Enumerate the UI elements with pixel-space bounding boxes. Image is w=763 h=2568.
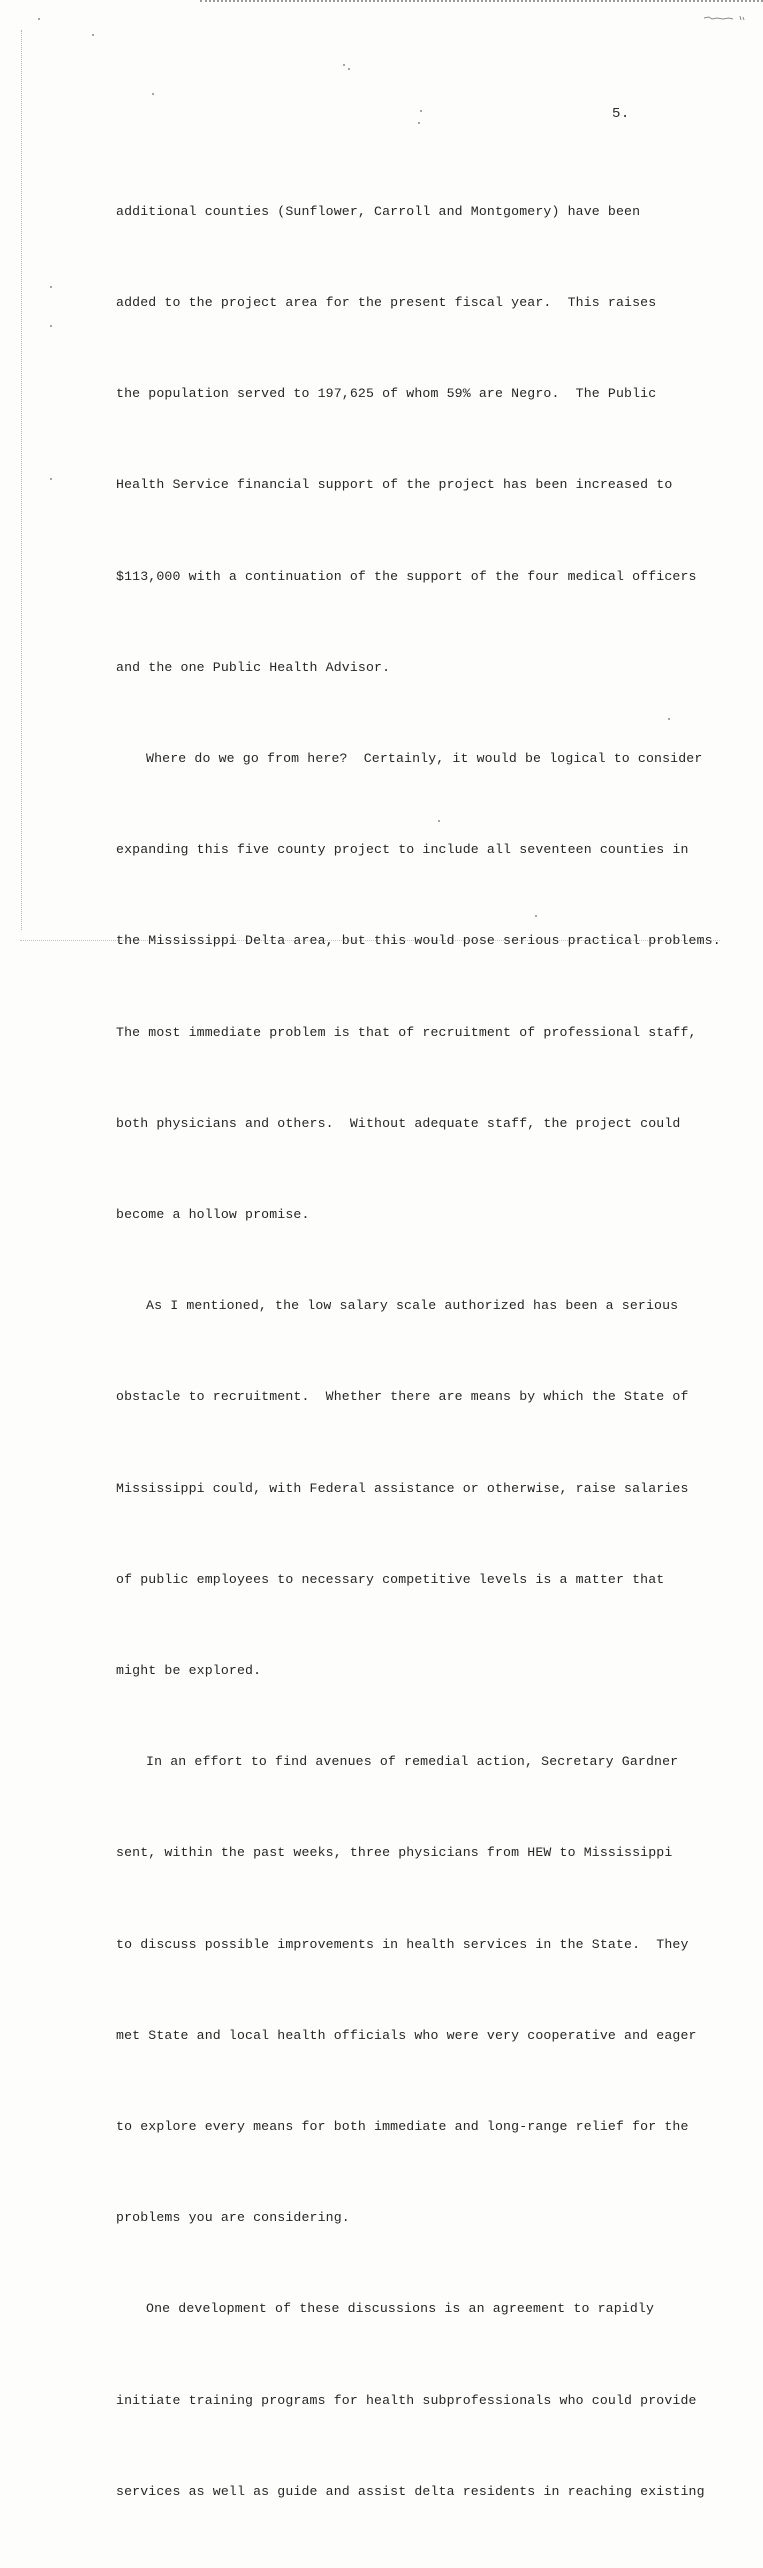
text-line: The most immediate problem is that of recruitment of professional staff, (116, 1024, 697, 1040)
text-line: to discuss possible improvements in health services in the State. They (116, 1936, 689, 1952)
text-line: become a hollow promise. (116, 1207, 310, 1223)
text-line: obstacle to recruitment. Whether there are means by which the State of (116, 1389, 689, 1405)
text-line: initiate training programs for health subprofessionals who could provide (116, 2392, 697, 2408)
text-line: Health Service financial support of the project has been increased to (116, 477, 673, 493)
scan-speck (50, 325, 52, 327)
text-line: problems you are considering. (116, 2210, 350, 2226)
scan-speck (152, 93, 154, 95)
text-line: and the one Public Health Advisor. (116, 659, 391, 675)
text-line: the population served to 197,625 of whom 59% are Negro. The Public (116, 386, 657, 402)
text-line: of public employees to necessary competitive levels is a matter that (116, 1571, 665, 1587)
top-edge-dotted-border (200, 0, 763, 2)
scan-speck (50, 286, 52, 288)
text-line: added to the project area for the present fiscal year. This raises (116, 295, 657, 311)
paragraph-first-line: Where do we go from here? Certainly, it would be logical to consider (146, 751, 703, 767)
corner-scan-mark (703, 14, 745, 22)
text-line: to explore every means for both immediate and long-range relief for the (116, 2119, 689, 2135)
paragraph-first-line: In an effort to find avenues of remedial action, Secretary Gardner (146, 1754, 679, 1770)
page-number: 5. (612, 106, 630, 122)
text-line: expanding this five county project to include all seventeen counties in (116, 842, 689, 858)
scan-speck (50, 478, 52, 480)
text-line: both physicians and others. Without adequate staff, the project could (116, 1115, 681, 1131)
text-line: services as well as guide and assist delta residents in reaching existing (116, 2483, 705, 2499)
scan-speck (348, 68, 350, 70)
scan-speck (38, 18, 40, 20)
scan-speck (343, 64, 345, 66)
paragraph-first-line: One development of these discussions is an agreement to rapidly (146, 2301, 655, 2317)
text-line: Mississippi could, with Federal assistance or otherwise, raise salaries (116, 1480, 689, 1496)
scan-speck (418, 122, 420, 124)
paragraph-first-line: As I mentioned, the low salary scale authorized has been a serious (146, 1298, 679, 1314)
text-line: might be explored. (116, 1663, 262, 1679)
text-line: the Mississippi Delta area, but this would pose serious practical problems. (116, 933, 721, 949)
text-line: sent, within the past weeks, three physicians from HEW to Mississippi (116, 1845, 673, 1861)
left-edge-scan-border (21, 30, 22, 930)
letter-body-text (116, 136, 721, 2568)
scan-speck (92, 34, 94, 36)
scan-speck (420, 110, 422, 112)
text-line: additional counties (Sunflower, Carroll and Montgomery) have been (116, 203, 641, 219)
text-line: met State and local health officials who were very cooperative and eager (116, 2027, 697, 2043)
text-line: $113,000 with a continuation of the support of the four medical officers (116, 568, 697, 584)
